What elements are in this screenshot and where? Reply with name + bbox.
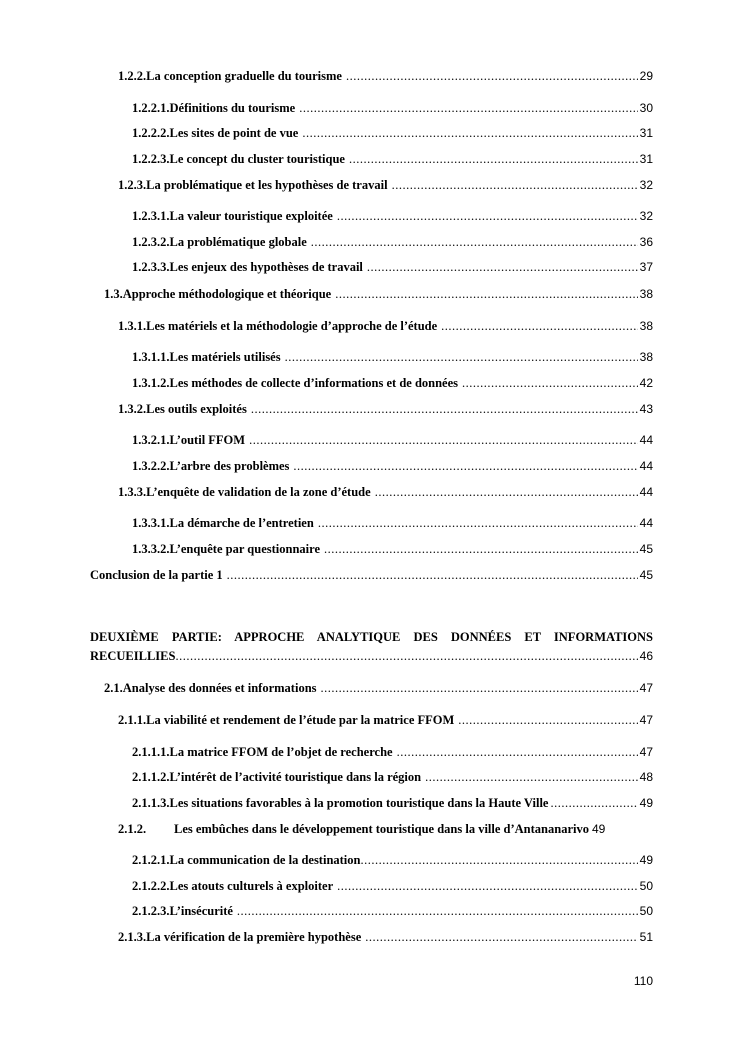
toc-entry-number: 1.2.2.1. xyxy=(132,101,170,115)
toc-entry-number: 1.3.2.1. xyxy=(132,433,170,447)
toc-entry-page: 31 xyxy=(639,152,653,166)
toc-entry-title: L’intérêt de l’activité touristique dans la région xyxy=(169,770,422,784)
toc-entry xyxy=(118,318,653,334)
toc-entry-title: L’arbre des problèmes xyxy=(169,459,290,473)
toc-entry-title: Analyse des données et informations xyxy=(122,681,317,695)
toc-entry-page: 37 xyxy=(639,260,653,274)
toc-entry-number: 2.1.2.2. xyxy=(132,879,170,893)
toc-entry-page: 38 xyxy=(639,287,653,301)
toc-entry-number: 2.1.2.1. xyxy=(132,853,170,867)
toc-entry-page: 46 xyxy=(639,649,653,663)
toc-entry-title: La conception graduelle du tourisme xyxy=(146,69,342,83)
toc-entry-number: 2.1.1.3. xyxy=(132,796,170,810)
toc-entry-page: 47 xyxy=(639,713,653,727)
toc-leader-dots xyxy=(227,567,638,583)
toc-entry-title: Les matériels utilisés xyxy=(169,350,281,364)
toc-entry-number: 1.2.3.2. xyxy=(132,235,170,249)
toc-leader-dots xyxy=(311,234,638,250)
toc-entry-number: 1.3.3.1. xyxy=(132,516,170,530)
toc-leader-dots xyxy=(321,680,638,696)
toc-entry-number: 1.3.3.2. xyxy=(132,542,170,556)
toc-entry-title: Les sites de point de vue xyxy=(169,126,299,140)
toc-entry-title: Les outils exploités xyxy=(146,402,247,416)
toc-entry xyxy=(132,234,653,250)
toc-entry xyxy=(132,515,653,531)
toc-leader-dots xyxy=(462,375,638,391)
toc-entry-title: La démarche de l’entretien xyxy=(169,516,314,530)
toc-leader-dots xyxy=(251,401,638,417)
toc-entry-title: La viabilité et rendement de l’étude par la matrice FFOM xyxy=(146,713,455,727)
toc-entry-page: 36 xyxy=(639,235,653,249)
toc-entry xyxy=(104,680,653,696)
toc-leader-dots xyxy=(175,648,637,664)
toc-entry-conclusion xyxy=(90,567,653,583)
toc-entry-title: Les enjeux des hypothèses de travail xyxy=(169,260,363,274)
toc-entry-title: La vérification de la première hypothèse xyxy=(146,930,362,944)
toc-entry-page: 44 xyxy=(639,433,653,447)
toc-entry-number: 1.3.3. xyxy=(118,485,147,499)
toc-entry-title: L’insécurité xyxy=(169,904,233,918)
toc-leader-dots xyxy=(285,349,638,365)
toc-entry-number: 2.1.1.1. xyxy=(132,745,170,759)
toc-entry-page: 42 xyxy=(639,376,653,390)
toc-entry xyxy=(132,375,653,391)
toc-entry-title: Les atouts culturels à exploiter xyxy=(169,879,334,893)
toc-entry xyxy=(118,484,653,500)
toc-leader-dots xyxy=(293,458,637,474)
toc-entry-page: 38 xyxy=(639,350,653,364)
toc-leader-dots xyxy=(458,712,637,728)
toc-entry-title: La problématique et les hypothèses de travail xyxy=(146,178,388,192)
toc-entry-title: Les matériels et la méthodologie d’approche de l’étude xyxy=(146,319,438,333)
toc-leader-dots xyxy=(249,432,638,448)
toc-leader-dots xyxy=(346,68,638,84)
toc-entry-number: 1.3.1.2. xyxy=(132,376,170,390)
toc-entry xyxy=(132,458,653,474)
toc-entry-page: 38 xyxy=(639,319,653,333)
toc-entry-page: 49 xyxy=(639,796,653,810)
toc-entry-number: 1.3.1.1. xyxy=(132,350,170,364)
toc-entry-title: Approche méthodologique et théorique xyxy=(122,287,332,301)
toc-leader-dots xyxy=(441,318,637,334)
toc-entry-title: La matrice FFOM de l’objet de recherche xyxy=(169,745,393,759)
toc-entry xyxy=(132,795,653,811)
toc-entry-title: Les méthodes de collecte d’informations et de données xyxy=(169,376,459,390)
toc-entry-number: 1.2.3.3. xyxy=(132,260,170,274)
toc-entry-number: 1.3.1. xyxy=(118,319,147,333)
toc-entry-page: 49 xyxy=(639,853,653,867)
toc-entry-title: Définitions du tourisme xyxy=(169,101,296,115)
toc-entry-title: La communication de la destination xyxy=(169,853,361,867)
toc-entry xyxy=(132,541,653,557)
toc-entry-title: La problématique globale xyxy=(169,235,307,249)
toc-entry-part xyxy=(90,648,653,664)
toc-entry-number: 1.2.2.2. xyxy=(132,126,170,140)
toc-entry xyxy=(118,712,653,728)
toc-entry-page: 44 xyxy=(639,485,653,499)
toc-entry-page: 44 xyxy=(639,459,653,473)
toc-leader-dots xyxy=(318,515,638,531)
toc-entry xyxy=(118,929,653,945)
toc-entry-page: 48 xyxy=(639,770,653,784)
toc-entry xyxy=(118,401,653,417)
toc-entry xyxy=(132,878,653,894)
toc-entry xyxy=(132,903,653,919)
toc-entry-title: Le concept du cluster touristique xyxy=(169,152,345,166)
page-number: 110 xyxy=(633,974,653,988)
toc-entry-number: 2.1. xyxy=(104,681,123,695)
toc-entry-page: 51 xyxy=(639,930,653,944)
toc-entry-title: La valeur touristique exploitée xyxy=(169,209,333,223)
toc-leader-dots xyxy=(335,286,637,302)
toc-leader-dots xyxy=(324,541,638,557)
toc-entry-number: 2.1.3. xyxy=(118,930,147,944)
toc-leader-dots xyxy=(365,929,637,945)
toc-entry-number: 1.3. xyxy=(104,287,123,301)
toc-entry xyxy=(118,821,648,837)
toc-entry-number: 1.3.2.2. xyxy=(132,459,170,473)
toc-entry-page: 45 xyxy=(639,568,653,582)
toc-entry-page: 30 xyxy=(639,101,653,115)
toc-entry-page: 50 xyxy=(639,879,653,893)
toc-leader-dots xyxy=(237,903,638,919)
toc-entry-number: 1.2.3. xyxy=(118,178,147,192)
toc-entry-page: 32 xyxy=(639,209,653,223)
toc-entry xyxy=(132,100,653,116)
toc-entry-number: 2.1.1. xyxy=(118,713,147,727)
toc-entry xyxy=(132,259,653,275)
toc-entry-number: 2.1.2. xyxy=(118,822,147,836)
toc-entry xyxy=(118,177,653,193)
toc-leader-dots xyxy=(349,151,638,167)
toc-entry-page: 47 xyxy=(639,681,653,695)
toc-entry-title: L’outil FFOM xyxy=(169,433,246,447)
toc-entry-page: 31 xyxy=(639,126,653,140)
toc-leader-dots xyxy=(397,744,638,760)
toc-leader-dots xyxy=(361,852,638,868)
toc-entry xyxy=(132,125,653,141)
toc-entry-number: 2.1.2.3. xyxy=(132,904,170,918)
toc-entry-title: Les embûches dans le développement touristique dans la ville d’Antananarivo xyxy=(174,822,589,836)
toc-entry-page: 29 xyxy=(639,69,653,83)
toc-entry xyxy=(104,286,653,302)
toc-entry xyxy=(132,432,653,448)
toc-entry-page: 49 xyxy=(591,822,606,836)
toc-entry-page: 32 xyxy=(639,178,653,192)
toc-entry-number: 1.3.2. xyxy=(118,402,147,416)
part-heading-line: DEUXIÈME PARTIE: APPROCHE ANALYTIQUE DES DONNÉES ET INFORMATIONS xyxy=(90,630,653,644)
toc-entry-page: 45 xyxy=(639,542,653,556)
toc-entry-title: Les situations favorables à la promotion touristique dans la Haute Ville xyxy=(169,796,549,810)
toc-leader-dots xyxy=(337,878,637,894)
toc-entry-page: 50 xyxy=(639,904,653,918)
toc-leader-dots xyxy=(375,484,638,500)
toc-leader-dots xyxy=(550,795,637,811)
toc-leader-dots xyxy=(337,208,638,224)
toc-entry xyxy=(132,744,653,760)
toc-entry-title: RECUEILLIES xyxy=(90,649,176,663)
toc-entry xyxy=(132,769,653,785)
toc-entry xyxy=(132,852,653,868)
toc-leader-dots xyxy=(367,259,638,275)
toc-entry xyxy=(118,68,653,84)
toc-entry-title: Conclusion de la partie 1 xyxy=(90,568,223,582)
toc-leader-dots xyxy=(302,125,637,141)
toc-leader-dots xyxy=(392,177,638,193)
toc-entry xyxy=(132,208,653,224)
toc-entry-page: 44 xyxy=(639,516,653,530)
toc-entry-number: 1.2.2.3. xyxy=(132,152,170,166)
toc-entry-number: 1.2.3.1. xyxy=(132,209,170,223)
toc-entry-title: L’enquête de validation de la zone d’étude xyxy=(146,485,371,499)
toc-leader-dots xyxy=(299,100,637,116)
toc-leader-dots xyxy=(425,769,638,785)
toc-entry xyxy=(132,349,653,365)
toc-entry-page: 47 xyxy=(639,745,653,759)
toc-entry-number: 1.2.2. xyxy=(118,69,147,83)
toc-entry-number: 2.1.1.2. xyxy=(132,770,170,784)
toc-entry xyxy=(132,151,653,167)
toc-entry-title: L’enquête par questionnaire xyxy=(169,542,320,556)
toc-entry-page: 43 xyxy=(639,402,653,416)
